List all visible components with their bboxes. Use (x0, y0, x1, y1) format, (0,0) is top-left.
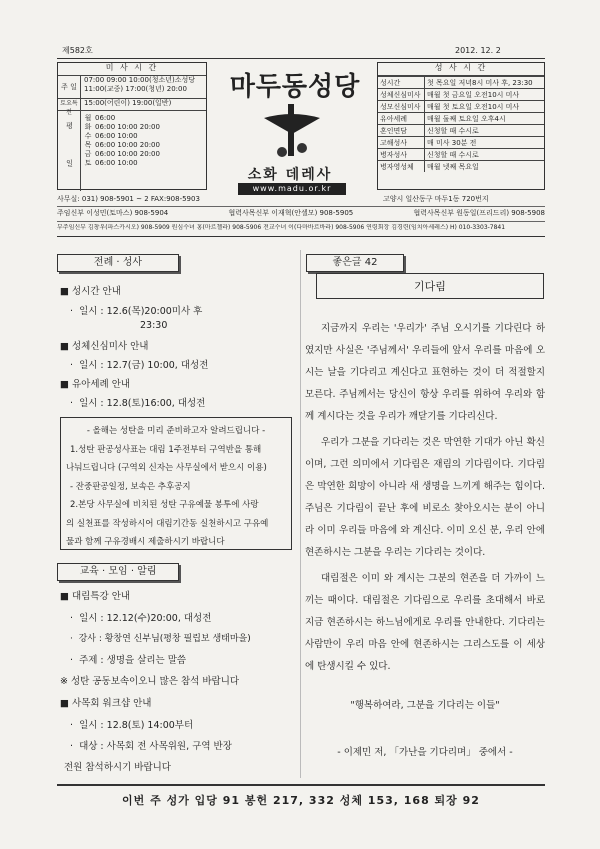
sunday-times-2: 11:00(교중) 17:00(청년) 20:00 (84, 85, 187, 93)
phone-line: 사무실: 031) 908-5901 ~ 2 FAX:908-5903 (57, 195, 200, 203)
mass-times-box (57, 62, 207, 190)
cross-logo-icon (262, 104, 322, 164)
list-item (60, 338, 295, 357)
sacrament-value: 신청할 때 수시로 (425, 149, 545, 161)
church-title: 마두동성당 (229, 72, 361, 102)
item-text: 일시 : 12.6(목)20:00미사 후 (79, 306, 203, 317)
saturday-label: 토요특전 (58, 99, 81, 110)
sacrament-times-box (377, 62, 545, 190)
rule (57, 236, 545, 237)
wd-day: 월 (84, 114, 92, 122)
article-paragraph: 대림절은 이미 와 계시는 그분의 현존을 더 가까이 느끼는 때이다. 대림절은 기다림으로 우리를 초대해서 바로 지금 현존하시는 하느님에게로 우리를 안내한다. 기다리는 사람만이 우리 마음 안에 현존하시는 그리스도를 이 세상에 탄생시킬 수 있다. (305, 573, 545, 672)
education-section (60, 588, 300, 779)
article-source: - 이제민 저, 「가난을 기다리며」 중에서 - (337, 747, 513, 758)
item-text: 일시 : 12.8(토) 14:00부터 (79, 720, 194, 731)
item-line: · 일시 : 12.12(수)20:00, 대성전 (70, 613, 212, 624)
mass-times-title: 미 사 시 간 (58, 63, 206, 76)
issue-number: 제582호 (62, 46, 93, 55)
section-education-title: 교육 · 모임 · 알림 (57, 563, 179, 581)
wd-times: 06:00 10:00 (95, 132, 138, 140)
wd-day: 금 (84, 150, 92, 158)
sacrament-value: 매월 첫 금요일 오전10시 미사 (425, 89, 545, 101)
rule (57, 221, 545, 222)
sacrament-label: 병자성사 (378, 149, 425, 161)
item-text: 23:30 (140, 320, 168, 331)
item-line: · 일시 : 12.6(목)20:00미사 후 (70, 306, 203, 317)
square-bullet-icon: ■ (60, 591, 72, 602)
sacrament-table (378, 76, 544, 172)
item-heading: 유아세례 안내 (72, 379, 131, 390)
notice-line: - 잔중판공일정, 보속은 추후공지 (70, 481, 191, 492)
sacrament-label: 유아세례 (378, 113, 425, 125)
item-text: 주제 : 생명을 살리는 말씀 (79, 655, 187, 666)
weekday-list (81, 111, 160, 191)
wd-day: 화 (84, 123, 92, 131)
sacrament-value: 매월 첫 토요일 오전10시 미사 (425, 101, 545, 113)
item-line: · 일시 : 12.7(금) 10:00, 대성전 (70, 360, 209, 371)
wd-day: 목 (84, 141, 92, 149)
item-text: 일시 : 12.7(금) 10:00, 대성전 (79, 360, 209, 371)
staff-line-1 (57, 209, 545, 218)
item-line: · 강사 : 황창연 신부님(평창 필립보 생태마을) (70, 634, 251, 644)
notice-line: 1.성탄 판공성사표는 대림 1주전부터 구역반을 통해 (70, 444, 262, 455)
item-heading: 성시간 안내 (72, 286, 121, 297)
list-item (60, 588, 300, 610)
website-link[interactable]: www.madu.or.kr (238, 183, 346, 195)
square-bullet-icon: ■ (60, 698, 72, 709)
item-line: · 주제 : 생명을 살리는 말씀 (70, 655, 187, 666)
staff-assistant-2: 협력사목신부 원동일(프리드리) 908-5908 (413, 209, 545, 217)
article-paragraph: 우리가 그분을 기다리는 것은 막연한 기대가 아닌 확신이며, 그런 의미에서 기다림은 재림의 기다림이다. 기다림은 막연한 희망이 아니라 새 생명을 느끼게 해주는 힘이다. 주님은 기다림이 끝난 후에 비로소 찾아오시는 분이 아니라 이미 우리들 마음에 와 계신다. 이미 오신 분, 우리 안에 현존하시는 그분을 우리는 기다리는 것이다. (305, 437, 545, 558)
wd-times: 06:00 10:00 20:00 (95, 150, 160, 158)
wd-times: 06:00 10:00 20:00 (95, 141, 160, 149)
sacrament-value: 신청할 때 수시로 (425, 125, 545, 137)
sacrament-label: 고해성사 (378, 137, 425, 149)
sunday-label: 주 일 (58, 76, 81, 98)
wd-day: 수 (84, 132, 92, 140)
issue-date: 2012. 12. 2 (455, 46, 501, 55)
item-text: 일시 : 12.8(토)16:00, 대성전 (79, 398, 206, 409)
patron-name: 소화 데레사 (247, 167, 333, 183)
square-bullet-icon: ■ (60, 341, 72, 352)
top-rule (57, 58, 545, 59)
sacrament-label: 성모신심미사 (378, 101, 425, 113)
sacrament-label: 병자영성체 (378, 161, 425, 173)
article-paragraph: 지금까지 우리는 '우리가' 주님 오시기를 기다린다 하였지만 사실은 '주님께서' 우리들에 앞서 우리를 마음에 오시는 날을 기다리고 계신다고 표현하는 것이 더 적절할지 모른다. 주님께서는 당신이 항상 우리를 위하여 우리와 함께 계시다는 것을 우리가 깨닫기를 기다리신다. (305, 323, 545, 422)
sacrament-label: 성체신심미사 (378, 89, 425, 101)
notice-line: 나눠드립니다 (구역외 신자는 사무실에서 받으시 이용) (66, 463, 267, 473)
item-text: 전원 참석하시기 바랍니다 (64, 762, 171, 773)
article-body (305, 318, 545, 678)
sacrament-label: 혼인면담 (378, 125, 425, 137)
section-liturgy-title: 전례 · 성사 (57, 254, 179, 272)
item-text: 강사 : 황창연 신부님(평창 필립보 생태마을) (78, 634, 251, 644)
staff-assistant-1: 협력사목신부 이재혁(안셀모) 908-5905 (228, 209, 354, 217)
notice-line: - 올해는 성탄을 미리 준비하고자 알려드립니다 - (86, 426, 266, 436)
sacrament-value: 매 미사 30분 전 (425, 137, 545, 149)
item-note: ※ 성탄 공동보속이오니 많은 참석 바랍니다 (60, 676, 240, 687)
list-item (60, 695, 300, 717)
sacrament-value: 매월 둘째 토요일 오후4시 (425, 113, 545, 125)
rule (57, 206, 545, 207)
article-quote: "행복하여라, 그분을 기다리는 이들" (350, 700, 500, 711)
sacrament-value: 첫 목요일 저녁8시 미사 후, 23:30 (425, 77, 545, 89)
sacrament-value: 매월 넷째 목요일 (425, 161, 545, 173)
square-bullet-icon: ■ (60, 286, 72, 297)
wd-day: 토 (84, 159, 92, 167)
address-line: 고양시 일산동구 마두1동 720번지 (383, 195, 489, 203)
list-item (60, 283, 295, 303)
sacrament-times-title: 성 사 시 간 (378, 63, 544, 76)
item-heading: 사목회 워크샵 안내 (72, 698, 152, 709)
sacrament-label: 성시간 (378, 77, 425, 89)
item-line: · 일시 : 12.8(토) 14:00부터 (70, 720, 194, 731)
column-divider (300, 250, 301, 778)
article-title: 기다림 (316, 273, 544, 299)
saturday-times: 15:00(어린이) 19:00(일반) (84, 99, 172, 107)
staff-line-2: 부주임신부 김창우(파스카시오) 908-5909 원심수녀 홍(마르첼라) 908-5906 전교수녀 이(다마바르바라) 908-5906 연령회장 김경련(임치아세레스) H) 010-3303-7841 (57, 224, 506, 231)
wd-times: 06:00 (95, 114, 116, 122)
square-bullet-icon: ■ (60, 379, 72, 390)
item-heading: 성체신심미사 안내 (72, 341, 149, 352)
hymn-footer: 이번 주 성가 입당 91 봉헌 217, 332 성체 153, 168 퇴장 92 (122, 794, 480, 807)
footer-rule (57, 784, 545, 786)
item-line: · 일시 : 12.8(토)16:00, 대성전 (70, 398, 206, 409)
wd-times: 06:00 10:00 20:00 (95, 123, 160, 131)
notice-line: 2.본당 사무실에 비치된 성탄 구유예물 봉투에 사랑 (70, 500, 259, 510)
notice-line: 물과 함께 구유경배시 제출하시기 바랍니다 (66, 537, 225, 547)
column-label: 좋은글 42 (306, 254, 404, 272)
item-text: 대상 : 사목회 전 사목위원, 구역 반장 (79, 741, 232, 752)
christmas-notice-box (60, 417, 292, 550)
liturgy-section (60, 283, 295, 414)
item-line: · 대상 : 사목회 전 사목위원, 구역 반장 (70, 741, 232, 752)
item-heading: 대림특강 안내 (72, 591, 131, 602)
item-text: 일시 : 12.12(수)20:00, 대성전 (79, 613, 212, 624)
sunday-times-1: 07:00 09:00 10:00(청소년)소성당 (84, 76, 196, 84)
wd-times: 06:00 10:00 (95, 159, 138, 167)
weekday-label: 평 일 (58, 111, 81, 191)
notice-line: 의 실천표를 작성하시어 대림기간동 실천하시고 구유예 (66, 518, 269, 529)
staff-pastor: 주임신부 이성민(토마스) 908-5904 (57, 209, 169, 217)
list-item (60, 376, 295, 395)
